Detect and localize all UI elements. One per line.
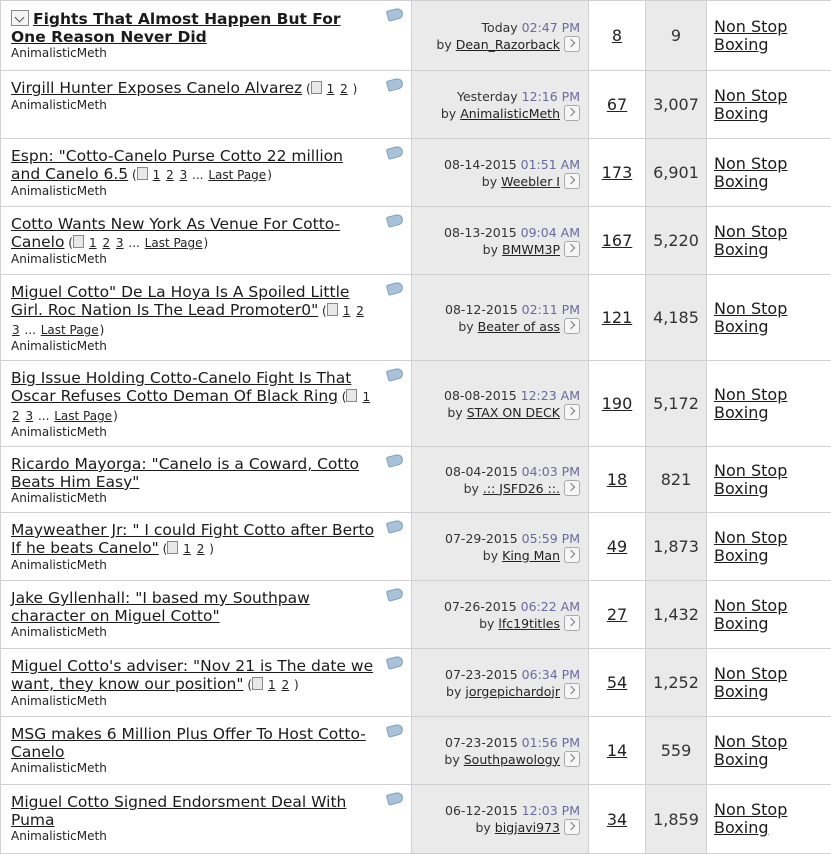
thread-author: AnimalisticMeth: [11, 829, 401, 844]
views-count: 1,252: [646, 649, 707, 717]
last-poster-link[interactable]: bigjavi973: [495, 820, 560, 835]
page-link[interactable]: 2: [197, 542, 205, 556]
thread-row: [1, 71, 831, 139]
tag-icon: [386, 655, 404, 670]
last-poster-link[interactable]: AnimalisticMeth: [460, 106, 560, 121]
thread-title-link[interactable]: Cotto Wants New York As Venue For Cotto-Canelo: [11, 215, 340, 251]
thread-author: AnimalisticMeth: [11, 98, 401, 113]
last-post-cell: [412, 581, 589, 649]
thread-title-line: [11, 369, 375, 425]
tag-icon: [386, 723, 404, 738]
last-post-cell: [412, 139, 589, 207]
replies-cell: [589, 139, 646, 207]
last-post-by: [412, 683, 580, 700]
last-post-time: 06:22 AM: [521, 599, 580, 614]
last-post-time: 06:34 PM: [522, 667, 580, 682]
tag-icon: [386, 145, 404, 160]
thread-author: AnimalisticMeth: [11, 558, 401, 573]
thread-row: [1, 447, 831, 513]
last-post-day: Yesterday: [457, 89, 518, 104]
tag-icon: [386, 791, 404, 806]
forum-link[interactable]: Non Stop Boxing: [714, 529, 804, 565]
goto-last-post-icon[interactable]: [564, 683, 580, 699]
last-post-date: [412, 598, 580, 615]
page-link[interactable]: 1: [183, 542, 191, 556]
forum-link[interactable]: Non Stop Boxing: [714, 597, 804, 633]
replies-cell: [589, 717, 646, 785]
thread-row: [1, 1, 831, 71]
thread-row: [1, 361, 831, 447]
replies-link[interactable]: 18: [607, 470, 627, 489]
last-poster-link[interactable]: Southpawology: [464, 752, 560, 767]
replies-cell: [589, 447, 646, 513]
last-post-time: 12:16 PM: [522, 89, 580, 104]
last-post-date: [412, 802, 580, 819]
goto-last-post-icon[interactable]: [564, 480, 580, 496]
thread-row: [1, 717, 831, 785]
last-post-day: 07-26-2015: [444, 599, 517, 614]
thread-author: AnimalisticMeth: [11, 694, 401, 709]
last-page-link[interactable]: Last Page: [54, 409, 112, 423]
last-post-by: [412, 819, 580, 836]
tag-icon: [386, 77, 404, 92]
thread-title-cell: [1, 71, 412, 139]
replies-cell: [589, 581, 646, 649]
last-post-cell: [412, 785, 589, 854]
replies-link[interactable]: 167: [602, 231, 633, 250]
by-label: by: [479, 616, 494, 631]
replies-link[interactable]: 49: [607, 537, 627, 556]
by-label: by: [446, 684, 461, 699]
last-post-cell: [412, 207, 589, 275]
last-poster-link[interactable]: BMWM3P: [502, 242, 560, 257]
forum-link[interactable]: Non Stop Boxing: [714, 155, 804, 191]
goto-last-post-icon[interactable]: [564, 36, 580, 52]
thread-title-cell: [1, 207, 412, 275]
last-post-day: 08-13-2015: [444, 225, 517, 240]
views-count: 1,873: [646, 513, 707, 581]
replies-cell: [589, 1, 646, 71]
last-post-by: [412, 615, 580, 632]
page-link[interactable]: 1: [89, 236, 97, 250]
replies-cell: [589, 649, 646, 717]
last-post-by: [412, 547, 580, 564]
last-post-by: [412, 751, 580, 768]
tag-icon: [386, 587, 404, 602]
thread-title-line: [11, 793, 375, 829]
by-label: by: [458, 319, 473, 334]
thread-author: AnimalisticMeth: [11, 625, 401, 640]
last-post-day: 07-23-2015: [445, 735, 518, 750]
last-post-time: 12:23 AM: [521, 388, 580, 403]
thread-title-line: [11, 10, 375, 46]
last-post-date: [412, 734, 580, 751]
last-post-by: [412, 404, 580, 421]
forum-link[interactable]: Non Stop Boxing: [714, 18, 804, 54]
views-count: 5,220: [646, 207, 707, 275]
replies-link[interactable]: 54: [607, 673, 627, 692]
goto-last-post-icon[interactable]: [564, 404, 580, 420]
tag-icon: [386, 453, 404, 468]
page-link[interactable]: 2: [281, 678, 289, 692]
thread-row: [1, 275, 831, 361]
replies-link[interactable]: 121: [602, 308, 633, 327]
last-post-time: 02:47 PM: [522, 20, 580, 35]
thread-author: AnimalisticMeth: [11, 252, 401, 267]
goto-last-post-icon[interactable]: [564, 547, 580, 563]
last-post-date: [412, 387, 580, 404]
goto-last-post-icon[interactable]: [564, 105, 580, 121]
thread-pages: ( 1 2 3 ... Last Page): [64, 236, 208, 250]
views-count: 9: [646, 1, 707, 71]
last-post-day: 07-29-2015: [445, 531, 518, 546]
last-post-date: [412, 156, 580, 173]
thread-title-link[interactable]: Jake Gyllenhall: "I based my Southpaw character on Miguel Cotto": [11, 589, 310, 625]
forum-cell: [707, 649, 831, 717]
thread-title-link[interactable]: Ricardo Mayorga: "Canelo is a Coward, Cotto Beats Him Easy": [11, 455, 359, 491]
thread-author: AnimalisticMeth: [11, 339, 401, 354]
last-poster-link[interactable]: Beater of ass: [478, 319, 560, 334]
forum-cell: [707, 207, 831, 275]
views-count: 6,901: [646, 139, 707, 207]
last-post-date: [412, 530, 580, 547]
forum-cell: [707, 581, 831, 649]
page-link[interactable]: 1: [362, 390, 370, 404]
last-post-time: 02:11 PM: [522, 302, 580, 317]
page-link[interactable]: 1: [343, 304, 351, 318]
replies-link[interactable]: 8: [612, 26, 622, 45]
last-post-date: [412, 301, 580, 318]
multipage-icon: [252, 677, 263, 690]
last-post-by: [412, 480, 580, 497]
thread-pages: ( 1 2 ): [159, 542, 214, 556]
thread-title-line: [11, 725, 375, 761]
goto-last-post-icon[interactable]: [564, 751, 580, 767]
replies-link[interactable]: 27: [607, 605, 627, 624]
views-count: 5,172: [646, 361, 707, 447]
views-count: 559: [646, 717, 707, 785]
by-label: by: [436, 37, 451, 52]
last-post-cell: [412, 361, 589, 447]
page-link[interactable]: 2: [12, 409, 20, 423]
replies-cell: [589, 71, 646, 139]
forum-link[interactable]: Non Stop Boxing: [714, 386, 804, 422]
last-post-date: [412, 224, 580, 241]
tag-icon: [386, 7, 404, 22]
thread-title-cell: [1, 581, 412, 649]
thread-title-cell: [1, 785, 412, 854]
last-post-time: 04:03 PM: [522, 464, 580, 479]
by-label: by: [464, 481, 479, 496]
page-link[interactable]: 3: [180, 168, 188, 182]
goto-last-post-icon[interactable]: [564, 318, 580, 334]
last-poster-link[interactable]: .:: JSFD26 ::.: [483, 481, 560, 496]
last-post-time: 12:03 PM: [522, 803, 580, 818]
thread-title-cell: [1, 717, 412, 785]
last-post-time: 01:56 PM: [522, 735, 580, 750]
by-label: by: [444, 752, 459, 767]
forum-link[interactable]: Non Stop Boxing: [714, 733, 804, 769]
thread-author: AnimalisticMeth: [11, 184, 401, 199]
goto-last-post-icon[interactable]: [564, 819, 580, 835]
last-page-link[interactable]: Last Page: [208, 168, 266, 182]
last-post-date: [412, 463, 580, 480]
views-count: 821: [646, 447, 707, 513]
thread-title-line: [11, 657, 375, 694]
thread-pages: ( 1 2 ): [244, 678, 299, 692]
by-label: by: [447, 405, 462, 420]
page-link[interactable]: 1: [153, 168, 161, 182]
thread-title-line: [11, 455, 375, 491]
forum-cell: [707, 1, 831, 71]
last-post-by: [412, 173, 580, 190]
thread-row: [1, 513, 831, 581]
last-post-cell: [412, 717, 589, 785]
by-label: by: [482, 174, 497, 189]
forum-link[interactable]: Non Stop Boxing: [714, 801, 804, 837]
last-post-by: [412, 105, 580, 122]
replies-link[interactable]: 34: [607, 810, 627, 829]
goto-last-post-icon[interactable]: [564, 173, 580, 189]
forum-cell: [707, 71, 831, 139]
thread-title-cell: [1, 275, 412, 361]
forum-cell: [707, 275, 831, 361]
forum-link[interactable]: Non Stop Boxing: [714, 462, 804, 498]
replies-link[interactable]: 14: [607, 741, 627, 760]
last-post-by: [412, 36, 580, 53]
last-poster-link[interactable]: lfc19titles: [498, 616, 560, 631]
last-post-day: 08-04-2015: [445, 464, 518, 479]
multipage-icon: [73, 235, 84, 248]
forum-cell: [707, 139, 831, 207]
page-link[interactable]: 2: [340, 82, 348, 96]
thread-pages: ( 1 2 3 ... Last Page): [128, 168, 272, 182]
last-post-time: 05:59 PM: [522, 531, 580, 546]
last-post-cell: [412, 513, 589, 581]
replies-link[interactable]: 173: [602, 163, 633, 182]
replies-cell: [589, 513, 646, 581]
thread-title-link[interactable]: Miguel Cotto Signed Endorsment Deal With Puma: [11, 793, 346, 829]
thread-title-line: [11, 521, 375, 558]
thread-title-link[interactable]: Espn: "Cotto-Canelo Purse Cotto 22 million and Canelo 6.5: [11, 147, 343, 183]
thread-title-line: [11, 147, 375, 184]
page-link[interactable]: 2: [102, 236, 110, 250]
thread-row: [1, 207, 831, 275]
last-poster-link[interactable]: STAX ON DECK: [467, 405, 560, 420]
thread-title-cell: [1, 139, 412, 207]
forum-link[interactable]: Non Stop Boxing: [714, 300, 804, 336]
thread-title-cell: [1, 361, 412, 447]
thread-row: [1, 139, 831, 207]
thread-pages: ( 1 2 3 ... Last Page): [11, 390, 371, 423]
multipage-icon: [346, 389, 357, 402]
last-post-time: 01:51 AM: [521, 157, 580, 172]
last-post-date: [412, 666, 580, 683]
thread-title-cell: [1, 649, 412, 717]
thread-pages: ( 1 2 ): [302, 82, 357, 96]
page-link[interactable]: 3: [12, 323, 20, 337]
forum-cell: [707, 785, 831, 854]
last-post-by: [412, 241, 580, 258]
thread-author: AnimalisticMeth: [11, 761, 401, 776]
goto-last-post-icon[interactable]: [564, 241, 580, 257]
thread-title-link[interactable]: Virgill Hunter Exposes Canelo Alvarez: [11, 79, 302, 97]
last-poster-link[interactable]: jorgepichardojr: [465, 684, 560, 699]
tag-icon: [386, 367, 404, 382]
last-post-day: Today: [482, 20, 518, 35]
last-page-link[interactable]: Last Page: [145, 236, 203, 250]
replies-cell: [589, 275, 646, 361]
last-post-day: 08-12-2015: [445, 302, 518, 317]
multipage-icon: [327, 303, 338, 316]
forum-cell: [707, 513, 831, 581]
last-post-date: [412, 19, 580, 36]
last-post-day: 08-14-2015: [444, 157, 517, 172]
expand-toggle-icon[interactable]: [11, 10, 29, 26]
last-post-cell: [412, 447, 589, 513]
page-link[interactable]: 2: [166, 168, 174, 182]
page-link[interactable]: 3: [116, 236, 124, 250]
last-page-link[interactable]: Last Page: [41, 323, 99, 337]
thread-row: [1, 649, 831, 717]
views-count: 4,185: [646, 275, 707, 361]
last-post-date: [412, 88, 580, 105]
page-link[interactable]: 3: [25, 409, 33, 423]
thread-title-link[interactable]: MSG makes 6 Million Plus Offer To Host Cotto-Canelo: [11, 725, 366, 761]
multipage-icon: [137, 167, 148, 180]
tag-icon: [386, 519, 404, 534]
last-post-time: 09:04 AM: [521, 225, 580, 240]
views-count: 1,432: [646, 581, 707, 649]
thread-title-line: [11, 79, 375, 98]
last-poster-link[interactable]: Dean_Razorback: [456, 37, 560, 52]
forum-link[interactable]: Non Stop Boxing: [714, 223, 804, 259]
replies-cell: [589, 361, 646, 447]
last-post-cell: [412, 275, 589, 361]
replies-link[interactable]: 190: [602, 394, 633, 413]
thread-title-cell: [1, 1, 412, 71]
thread-author: AnimalisticMeth: [11, 491, 401, 506]
forum-cell: [707, 717, 831, 785]
replies-cell: [589, 785, 646, 854]
last-post-day: 08-08-2015: [444, 388, 517, 403]
page-link[interactable]: 1: [268, 678, 276, 692]
forum-link[interactable]: Non Stop Boxing: [714, 665, 804, 701]
page-link[interactable]: 1: [327, 82, 335, 96]
thread-title-line: [11, 589, 375, 625]
tag-icon: [386, 281, 404, 296]
thread-title-link[interactable]: Mayweather Jr: " I could Fight Cotto after Berto If he beats Canelo": [11, 521, 374, 557]
page-link[interactable]: 2: [356, 304, 364, 318]
last-poster-link[interactable]: Weebler I: [501, 174, 560, 189]
forum-link[interactable]: Non Stop Boxing: [714, 87, 804, 123]
thread-pages: ( 1 2 3 ... Last Page): [11, 304, 365, 337]
thread-title-link[interactable]: Miguel Cotto" De La Hoya Is A Spoiled Little Girl. Roc Nation Is The Lead Promoter0": [11, 283, 349, 319]
tag-icon: [386, 213, 404, 228]
last-poster-link[interactable]: King Man: [502, 548, 560, 563]
thread-title-cell: [1, 447, 412, 513]
last-post-day: 07-23-2015: [445, 667, 518, 682]
by-label: by: [483, 548, 498, 563]
replies-cell: [589, 207, 646, 275]
thread-title-link[interactable]: Fights That Almost Happen But For One Reason Never Did: [11, 10, 341, 46]
thread-row: [1, 785, 831, 854]
thread-title-line: [11, 283, 375, 339]
goto-last-post-icon[interactable]: [564, 615, 580, 631]
thread-title-link[interactable]: Miguel Cotto's adviser: "Nov 21 is The date we want, they know our position": [11, 657, 373, 693]
replies-link[interactable]: 67: [607, 95, 627, 114]
thread-title-link[interactable]: Big Issue Holding Cotto-Canelo Fight Is That Oscar Refuses Cotto Deman Of Black Ring: [11, 369, 351, 405]
views-count: 1,859: [646, 785, 707, 854]
last-post-cell: [412, 1, 589, 71]
last-post-cell: [412, 649, 589, 717]
by-label: by: [475, 820, 490, 835]
forum-cell: [707, 447, 831, 513]
thread-title-cell: [1, 513, 412, 581]
last-post-by: [412, 318, 580, 335]
multipage-icon: [311, 81, 322, 94]
thread-row: [1, 581, 831, 649]
last-post-day: 06-12-2015: [445, 803, 518, 818]
thread-author: AnimalisticMeth: [11, 46, 401, 61]
views-count: 3,007: [646, 71, 707, 139]
by-label: by: [441, 106, 456, 121]
thread-author: AnimalisticMeth: [11, 425, 401, 440]
by-label: by: [483, 242, 498, 257]
last-post-cell: [412, 71, 589, 139]
multipage-icon: [167, 541, 178, 554]
forum-cell: [707, 361, 831, 447]
thread-title-line: [11, 215, 375, 252]
